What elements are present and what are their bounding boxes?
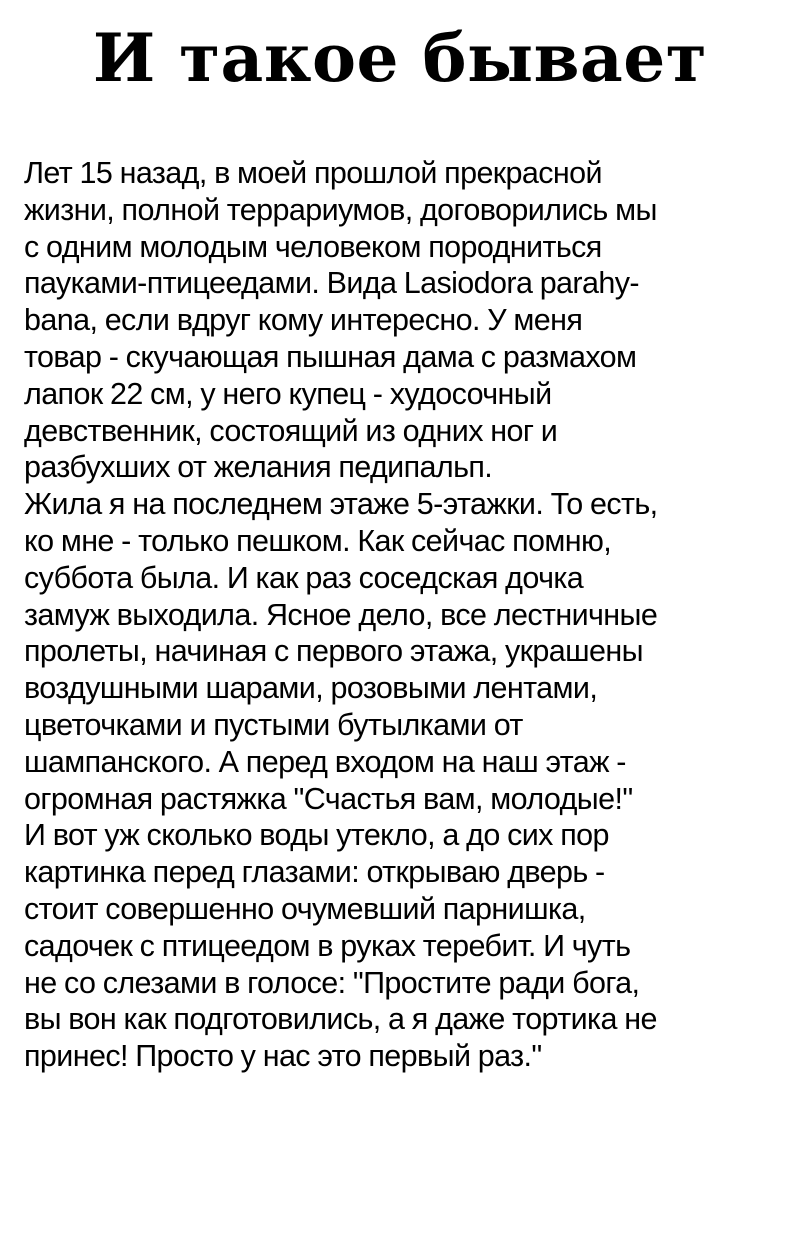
story-text (24, 155, 780, 1075)
story-line: пролеты, начиная с первого этажа, украшены (24, 634, 643, 669)
story-line: товар - скучающая пышная дама с размахом (24, 339, 637, 374)
story-line: с одним молодым человеком породниться (24, 229, 602, 264)
story-line: Лет 15 назад, в моей прошлой прекрасной (24, 156, 602, 190)
page-title: И такое бывает (92, 19, 708, 97)
story-line: огромная растяжка "Счастья вам, молодые!" (24, 781, 633, 816)
story-line: картинка перед глазами: открываю дверь - (24, 855, 605, 890)
story-line: вы вон как подготовились, а я даже тортика не (24, 1002, 657, 1037)
story-line: жизни, полной террариумов, договорились мы (24, 192, 657, 227)
story-line: девственник, состоящий из одних ног и (24, 413, 558, 448)
story-line: цветочками и пустыми бутылками от (24, 707, 523, 742)
story-line: суббота была. И как раз соседская дочка (24, 560, 584, 595)
story-line: разбухших от желания педипальп. (24, 450, 493, 485)
story-line: bana, если вдруг кому интересно. У меня (24, 303, 583, 338)
story-line: Жила я на последнем этаже 5-этажки. То есть, (24, 487, 658, 522)
story-line: И вот уж сколько воды утекло, а до сих пор (24, 818, 609, 853)
story-line: стоит совершенно очумевший парнишка, (24, 891, 586, 926)
story-line: лапок 22 см, у него купец - худосочный (24, 376, 552, 411)
story-line: садочек с птицеедом в руках теребит. И чуть (24, 928, 631, 963)
story-line: воздушными шарами, розовыми лентами, (24, 671, 598, 706)
story-line: не со слезами в голосе: "Простите ради бога, (24, 965, 640, 1000)
story-line: пауками-птицеедами. Вида Lasiodora parahy- (24, 266, 639, 301)
story-line: шампанского. А перед входом на наш этаж - (24, 744, 626, 779)
story-line: ко мне - только пешком. Как сейчас помню, (24, 523, 612, 558)
story-line: замуж выходила. Ясное дело, все лестничные (24, 597, 658, 632)
story-line: принес! Просто у нас это первый раз." (24, 1039, 542, 1074)
